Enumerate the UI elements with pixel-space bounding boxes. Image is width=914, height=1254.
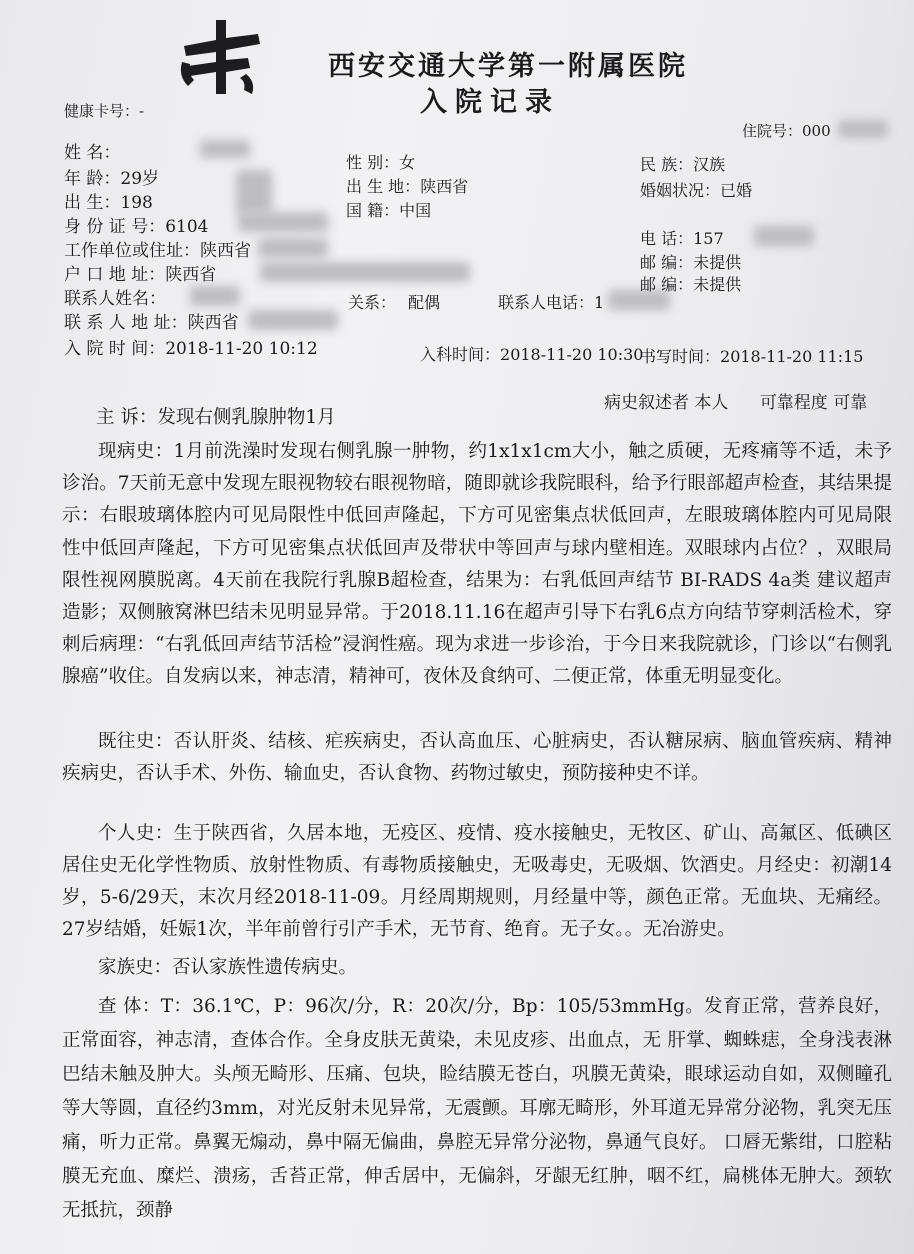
age-label: 年 龄： <box>64 169 121 189</box>
birthplace-label: 出 生 地： <box>346 177 421 196</box>
redaction-mark <box>200 140 250 158</box>
birth-value: 198 <box>120 193 153 213</box>
sex-value: 女 <box>399 153 416 172</box>
ethnic-value: 汉族 <box>693 155 726 174</box>
hukou-value: 陕西省 <box>165 265 217 285</box>
redaction-mark <box>258 238 328 258</box>
record-title: 入院记录 <box>420 87 560 118</box>
name-row <box>64 138 120 163</box>
postcode-row-1 <box>640 250 741 273</box>
age-row <box>64 164 159 189</box>
postcode-value: 未提供 <box>693 253 742 272</box>
personal-history <box>62 818 892 946</box>
family-history-text: 否认家族性遗传病史。 <box>172 957 358 978</box>
chief-complaint <box>96 402 914 434</box>
work-label: 工作单位或住址： <box>64 241 200 261</box>
hospital-name: 西安交通大学第一附属医院 <box>328 51 688 82</box>
marital-row <box>640 178 752 201</box>
redaction-mark <box>754 226 814 246</box>
health-card <box>64 100 144 121</box>
past-history-label: 既往史： <box>98 731 174 752</box>
redaction-mark <box>190 286 240 306</box>
birthplace-value: 陕西省 <box>420 177 469 196</box>
nationality-label: 国 籍： <box>346 201 400 220</box>
redaction-mark <box>260 262 470 282</box>
present-illness-label: 现病史： <box>98 441 174 462</box>
contact-address-label: 联 系 人 地 址： <box>64 313 188 333</box>
admission-time-value: 2018-11-20 10:12 <box>165 339 318 359</box>
chief-complaint-label: 主 诉： <box>96 407 158 428</box>
health-card-label: 健康卡号： <box>64 102 140 120</box>
inpatient-number-value: 000 <box>802 122 831 140</box>
physical-exam-label: 查 体： <box>98 996 161 1017</box>
health-card-value: - <box>139 102 145 120</box>
family-history <box>62 952 892 984</box>
inpatient-number-label: 住院号： <box>742 122 803 140</box>
redaction-mark <box>238 212 328 232</box>
nationality-value: 中国 <box>399 201 432 220</box>
personal-history-text: 生于陕西省，久居本地，无疫区、疫情、疫水接触史，无牧区、矿山、高氟区、低碘区居住史无化学性物质、放射性物质、有毒物质接触史，无吸毒史，无吸烟、饮酒史。月经史：初潮14岁，5-6/29天，末次月经2018-11-09。月经周期规则，月经量中等，颜色正常。无血块、无痛经。27岁结婚，妊娠1次，半年前曾行引产手术，无节育、绝育。无子女。。无冶游史。 <box>62 823 892 940</box>
sex-label: 性 别： <box>346 153 400 172</box>
birthplace-row <box>346 174 468 197</box>
birth-label: 出 生： <box>64 193 121 213</box>
age-value: 29岁 <box>120 169 160 189</box>
reliability-label: 可靠程度 <box>759 393 828 413</box>
ethnic-row <box>640 152 725 175</box>
past-history <box>62 726 892 790</box>
sex-row <box>346 150 415 173</box>
redaction-mark <box>236 170 272 214</box>
hukou-label: 户 口 地 址： <box>64 265 166 285</box>
write-time-value: 2018-11-20 11:15 <box>720 347 864 366</box>
family-history-label: 家族史： <box>98 957 173 978</box>
id-label: 身 份 证 号： <box>64 217 166 237</box>
name-label: 姓 名： <box>64 143 121 163</box>
admission-time-label: 入 院 时 间： <box>64 339 166 359</box>
physical-exam <box>62 990 892 1228</box>
birth-row <box>64 188 153 213</box>
relation-row <box>348 290 440 313</box>
hospital-logo <box>176 16 266 98</box>
physical-exam-text: T：36.1℃，P：96次/分，R：20次/分，Bp：105/53mmHg。发育正常，营养良好，正常面容，神志清，查体合作。全身皮肤无黄染，未见皮疹、出血点，无 肝掌、蜘蛛痣，全身浅表淋巴结未触及肿大。头颅无畸形、压痛、包块，睑结膜无苍白，巩膜无黄染，眼球运动自如，双侧瞳孔等大等圆，直径约3mm，对光反射未见异常，无震颤。耳廓无畸形，外耳道无异常分泌物，乳突无压痛，听力正常。鼻翼无煽动，鼻中隔无偏曲，鼻腔无异常分泌物，鼻通气良好。 口唇无紫绀，口腔粘膜无充血、糜烂、溃疡，舌苔正常，伸舌居中，无偏斜，牙龈无红肿，咽不红，扁桃体无肿大。颈软无抵抗，颈静 <box>62 996 892 1221</box>
relation-label: 关系： <box>348 293 397 312</box>
marital-value: 已婚 <box>720 181 753 200</box>
dept-time-label: 入科时间： <box>420 345 501 364</box>
phone-value: 157 <box>693 229 724 248</box>
marital-label: 婚姻状况： <box>640 181 721 200</box>
phone-row <box>640 226 724 249</box>
past-history-text: 否认肝炎、结核、疟疾病史，否认高血压、心脏病史，否认糖尿病、脑血管疾病、精神疾病史，否认手术、外伤、输血史，否认食物、药物过敏史，预防接种史不详。 <box>62 731 892 784</box>
dept-time-value: 2018-11-20 10:30 <box>500 345 644 364</box>
personal-history-label: 个人史： <box>98 823 174 844</box>
redaction-mark <box>248 310 338 330</box>
contact-name-row <box>64 284 166 309</box>
work-value: 陕西省 <box>200 241 251 261</box>
write-time-row <box>640 344 863 367</box>
ethnic-label: 民 族： <box>640 155 694 174</box>
redaction-mark <box>838 120 888 138</box>
narrator-value: 本人 <box>694 393 729 413</box>
postcode-value: 未提供 <box>693 275 742 294</box>
write-time-label: 书写时间： <box>640 347 721 366</box>
contact-name-label: 联系人姓名： <box>64 289 166 309</box>
contact-address-row <box>64 308 239 333</box>
hukou-row <box>64 260 216 285</box>
present-illness <box>62 436 892 694</box>
postcode-label: 邮 编： <box>640 253 694 272</box>
relation-value: 配偶 <box>408 293 441 312</box>
contact-phone-row <box>498 290 604 313</box>
nationality-row <box>346 198 431 221</box>
contact-phone-value: 1 <box>594 293 605 312</box>
phone-label: 电 话： <box>640 229 694 248</box>
contact-phone-label: 联系人电话： <box>498 293 595 312</box>
reliability-value: 可靠 <box>833 393 868 413</box>
postcode-row-2 <box>640 272 741 295</box>
contact-address-value: 陕西省 <box>187 313 239 333</box>
id-row <box>64 212 208 237</box>
narrator-label: 病史叙述者 <box>604 393 689 413</box>
id-value: 6104 <box>165 217 209 237</box>
work-row <box>64 236 251 261</box>
chief-complaint-text: 发现右侧乳腺肿物1月 <box>157 407 336 428</box>
present-illness-text: 1月前洗澡时发现右侧乳腺一肿物，约1x1x1cm大小，触之质硬，无疼痛等不适，未予诊治。7天前无意中发现左眼视物较右眼视物暗，随即就诊我院眼科，给予行眼部超声检查，其结果提示：右眼玻璃体腔内可见局限性中低回声隆起，下方可见密集点状低回声，左眼玻璃体腔内可见局限性中低回声隆起，下方可见密集点状低回声及带状中等回声与球内壁相连。双眼球内占位？，双眼局限性视网膜脱离。4天前在我院行乳腺B超检查，结果为：右乳低回声结节 BI-RADS 4a类 建议超声造影；双侧腋窝淋巴结未见明显异常。于2018.11.16在超声引导下右乳6点方向结节穿刺活检术，穿刺后病理：“右乳低回声结节活检”浸润性癌。现为求进一步诊治，于今日来我院就诊，门诊以“右侧乳腺癌”收住。自发病以来，神志清，精神可，夜休及食纳可、二便正常，体重无明显变化。 <box>62 441 892 688</box>
inpatient-number <box>742 120 831 141</box>
postcode-label: 邮 编： <box>640 275 694 294</box>
dept-time-row <box>420 342 643 365</box>
admission-time-row <box>64 334 318 359</box>
